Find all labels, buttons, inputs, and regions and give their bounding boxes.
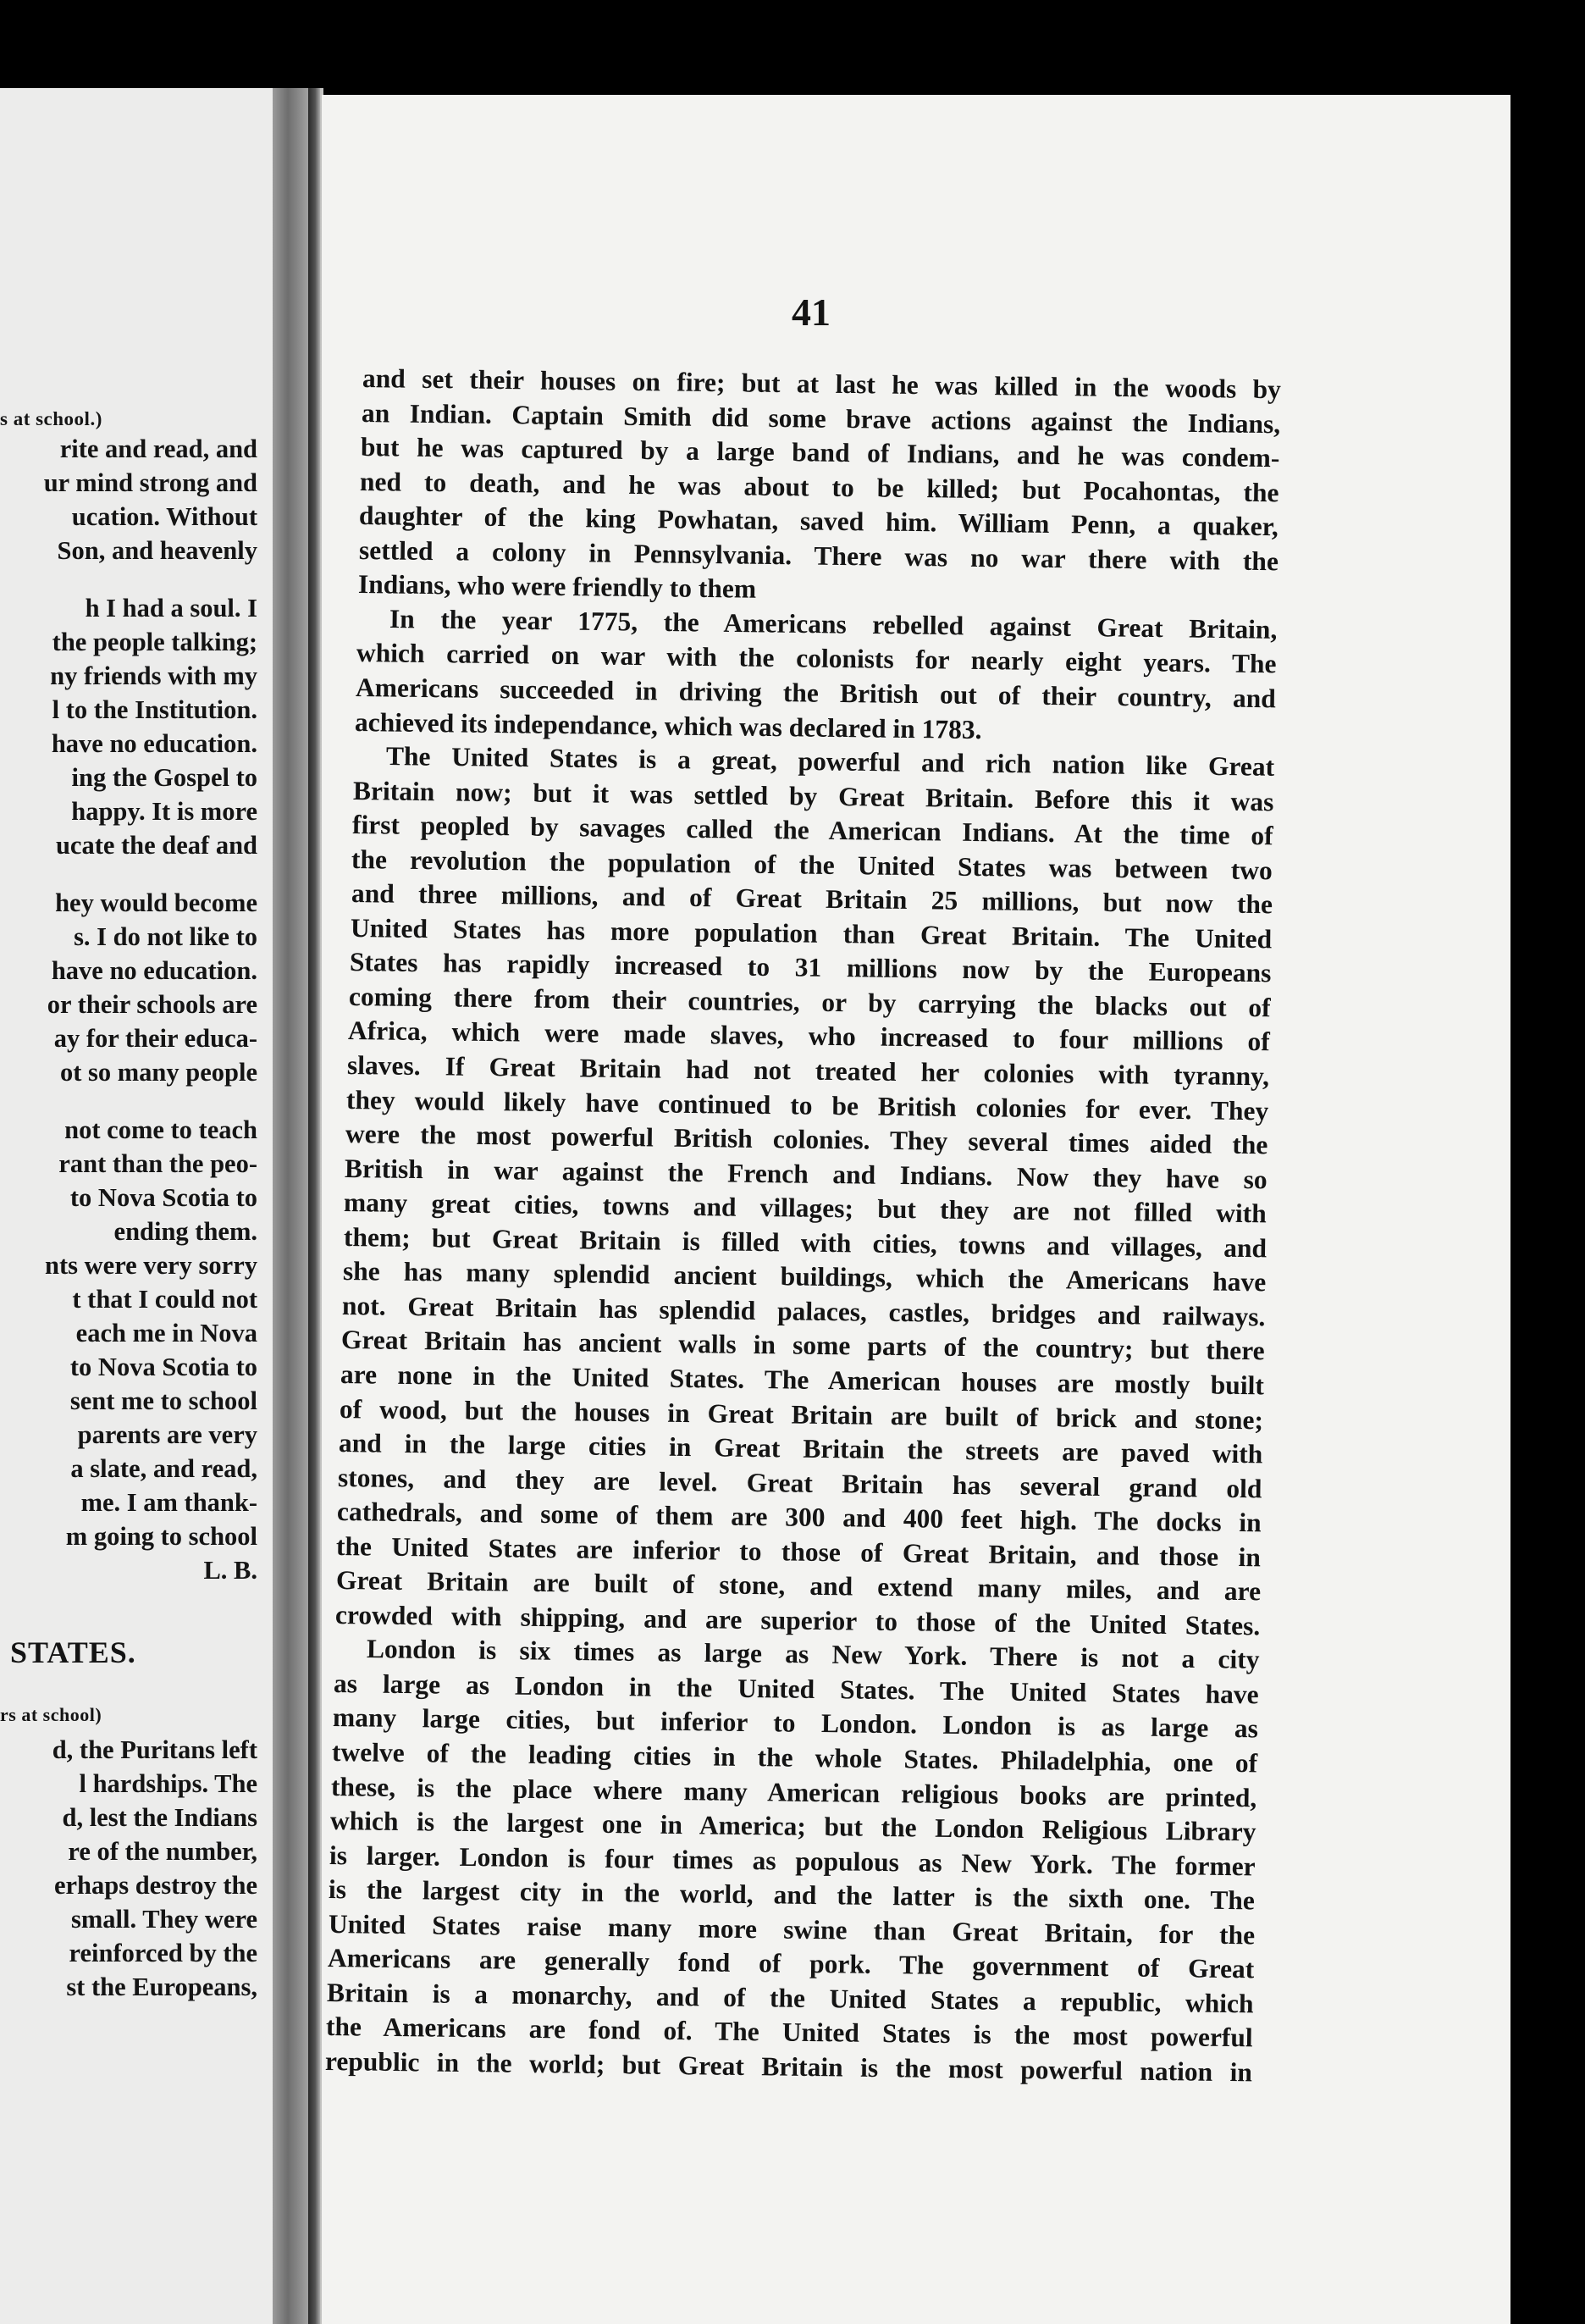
page-text-line: Americans succeeded in driving the British out of their country, and [355, 672, 1276, 714]
left-text-line: small. They were [71, 1905, 257, 1934]
left-text-line: d, the Puritans left [52, 1735, 257, 1764]
left-text-line: have no education. [51, 956, 257, 985]
left-text-line: ucate the deaf and [55, 831, 257, 860]
left-text-line: l hardships. The [79, 1769, 257, 1798]
page-text-line: stones, and they are level. Great Britain has several grand old [338, 1462, 1262, 1503]
left-text-line: each me in Nova [75, 1319, 257, 1347]
page-text-line: first peopled by savages called the American Indians. At the time of [352, 810, 1274, 851]
page-text-line: which carried on war with the colonists for nearly eight years. The [356, 638, 1277, 679]
left-text-line: m going to school [65, 1522, 257, 1551]
page-text-line: them; but Great Britain is filled with cities, towns and villages, and [343, 1221, 1267, 1264]
page-text-line: the Americans are fond of. The United States is the most powerful [325, 2011, 1253, 2053]
page-text-line: British in war against the French and Indians. Now they have so [345, 1153, 1268, 1194]
page-text-line: the United States are inferior to those of Great Britain, and those in [336, 1530, 1262, 1573]
left-states-subheading: rs at school) [0, 1704, 102, 1725]
page-number: 41 [792, 290, 831, 334]
page-text-line: In the year 1775, the Americans rebelled against Great Britain, [389, 603, 1278, 645]
page-text-line: London is six times as large as New York. There is not a city [366, 1634, 1260, 1675]
left-text-line: ucation. Without [71, 502, 257, 531]
left-text-line: ot so many people [60, 1058, 257, 1087]
page-text-line: settled a colony in Pennsylvania. There was no war there with the [358, 534, 1278, 577]
left-text-line: sent me to school [69, 1386, 257, 1415]
page-text-line: twelve of the leading cities in the whole States. Philadelphia, one of [331, 1737, 1258, 1779]
page-text-line: Great Britain are built of stone, and extend many miles, and are [335, 1565, 1261, 1607]
page-text-line: daughter of the king Powhatan, saved him. William Penn, a quaker, [359, 501, 1279, 542]
page-text-line: Indians, who were friendly to them [357, 569, 756, 605]
left-text-line: happy. It is more [71, 797, 257, 826]
page-text-line: coming there from their countries, or by carrying the blacks out of [348, 981, 1271, 1023]
page-text-line: is larger. London is four times as populous as New York. The former [329, 1840, 1256, 1882]
page-text-line: slaves. If Great Britain had not treated her colonies with tyranny, [346, 1050, 1270, 1092]
gutter-shadow [308, 88, 320, 2324]
left-text-line: l to the Institution. [52, 695, 257, 724]
page-text-line: she has many splendid ancient buildings, which the Americans have [342, 1256, 1267, 1298]
left-text-line: have no education. [51, 729, 257, 758]
page-text-line: is the largest city in the world, and the latter is the sixth one. The [329, 1874, 1256, 1916]
page-text-line: many large cities, but inferior to London. London is as large as [332, 1702, 1259, 1744]
page-text-line: Great Britain has ancient walls in some parts of the country; but there [340, 1325, 1265, 1366]
left-text-line: h I had a soul. I [85, 594, 257, 622]
left-text-line: re of the number, [68, 1837, 257, 1866]
page-text-line: States has rapidly increased to 31 millions now by the Europeans [349, 947, 1272, 988]
page-text-line: and three millions, and of Great Britain 25 millions, but now the [351, 878, 1273, 920]
left-text-line: rite and read, and [59, 434, 257, 463]
left-states-heading: STATES. [10, 1635, 136, 1669]
left-text-line: hey would become [55, 888, 257, 917]
left-text-line: Son, and heavenly [57, 536, 257, 565]
left-text-line: rant than the peo- [58, 1149, 257, 1178]
page-text-line: as large as London in the United States. The United States have [333, 1668, 1259, 1710]
left-text-line: a slate, and read, [70, 1454, 257, 1483]
page-text-line: and set their houses on fire; but at last he was killed in the woods by [362, 363, 1282, 405]
page-text-line: Americans are generally fond of pork. The government of Great [327, 1943, 1255, 1984]
page-text-line: Britain is a monarchy, and of the United States a republic, which [326, 1977, 1254, 2019]
page-text-line: not. Great Britain has splendid palaces, castles, bridges and railways. [341, 1290, 1266, 1332]
scan-border [1510, 95, 1585, 2324]
left-text-line: to Nova Scotia to [69, 1353, 257, 1381]
page-text-line: an Indian. Captain Smith did some brave actions against the Indians, [361, 397, 1281, 439]
left-text-line: s. I do not like to [74, 922, 257, 951]
left-text-line: ny friends with my [50, 661, 257, 690]
page-text-line: cathedrals, and some of them are 300 and 400 feet high. The docks in [337, 1497, 1262, 1538]
left-text-line: st the Europeans, [66, 1973, 257, 2001]
page-text-line: United States raise many more swine than Great Britain, for the [328, 1908, 1255, 1951]
page-text-line: the revolution the population of the United States was between two [351, 844, 1273, 885]
left-text-line: me. I am thank- [80, 1488, 257, 1517]
page-text-line: were the most powerful British colonies. They several times aided the [345, 1119, 1268, 1160]
page-text-line: ned to death, and he was about to be killed; but Pocahontas, the [360, 466, 1280, 507]
left-text-line: ur mind strong and [43, 468, 257, 497]
left-page [0, 88, 273, 2324]
left-section-heading: s at school.) [0, 408, 102, 429]
page-text-line: republic in the world; but Great Britain is the most powerful nation in [324, 2046, 1253, 2088]
left-text-line: parents are very [77, 1420, 257, 1449]
left-text-line: ing the Gospel to [71, 763, 257, 792]
left-text-line: to Nova Scotia to [69, 1183, 257, 1212]
page-text-line: which is the largest one in America; but the London Religious Library [330, 1806, 1256, 1847]
left-text-line: d, lest the Indians [62, 1803, 257, 1832]
left-text-line: t that I could not [72, 1285, 257, 1314]
page-text-line: The United States is a great, powerful and rich nation like Great [385, 741, 1275, 782]
page-text-line: Africa, which were made slaves, who increased to four millions of [347, 1015, 1270, 1057]
left-text-line: or their schools are [47, 990, 257, 1019]
page-text-line: and in the large cities in Great Britain the streets are paved with [338, 1428, 1263, 1469]
right-page-text [322, 95, 1510, 2324]
page-text-line: these, is the place where many American religious books are printed, [330, 1771, 1257, 1812]
left-text-line: L. B. [203, 1556, 257, 1585]
left-text-line: nts were very sorry [45, 1251, 257, 1280]
page-text-line: they would likely have continued to be British colonies for ever. They [345, 1084, 1269, 1126]
left-text-line: reinforced by the [69, 1939, 257, 1967]
page-text-line: crowded with shipping, and are superior to those of the United States. [334, 1599, 1261, 1641]
page-text-line: but he was captured by a large band of Indians, and he was condem- [360, 432, 1280, 473]
left-text-line: the people talking; [52, 628, 257, 656]
page-text-line: Britain now; but it was settled by Great Britain. Before this it was [353, 775, 1274, 816]
page-text-line: many great cities, towns and villages; but they are not filled with [344, 1187, 1267, 1229]
page-text-line: are none in the United States. The American houses are mostly built [340, 1358, 1264, 1401]
page-text-line: United States has more population than Great Britain. The United [350, 912, 1273, 955]
page-text-line: achieved its independance, which was declared in 1783. [354, 706, 982, 744]
left-text-line: erhaps destroy the [53, 1871, 257, 1900]
left-text-line: ay for their educa- [53, 1024, 257, 1053]
page-text-line: of wood, but the houses in Great Britain are built of brick and stone; [339, 1393, 1264, 1435]
left-text-line: ending them. [113, 1217, 257, 1246]
right-page [322, 95, 1510, 2324]
left-text-line: not come to teach [64, 1115, 257, 1144]
